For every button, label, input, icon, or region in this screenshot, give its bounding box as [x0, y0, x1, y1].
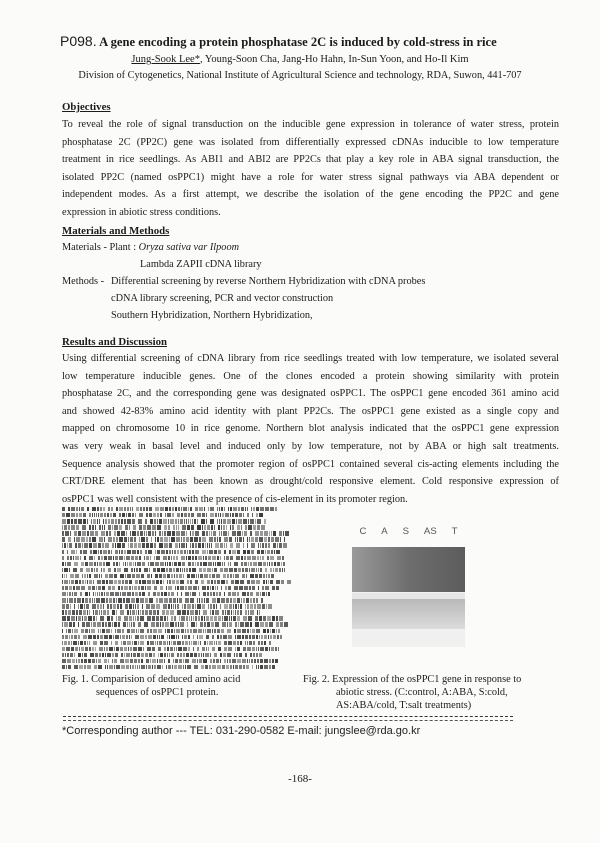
other-authors: , Young-Soon Cha, Jang-Ho Hahn, In-Sun Yoon, and Ho-Il Kim	[199, 54, 469, 65]
alignment-row	[62, 641, 294, 645]
corresponding-author: *Corresponding author --- TEL: 031-290-0582 E-mail: jungslee@rda.go.kr	[62, 725, 421, 737]
alignment-row	[62, 562, 294, 566]
methods-item: cDNA library screening, PCR and vector construction	[111, 293, 334, 304]
results-paragraph	[62, 350, 559, 508]
alignment-row	[62, 665, 294, 669]
author-list	[0, 54, 600, 65]
text-line: Using differential screening of cDNA library from rice seedlings treated with low temperature, we isolated several	[62, 353, 559, 364]
abstract-code: P098.	[60, 33, 97, 49]
alignment-row	[62, 543, 294, 547]
plant-name: Oryza sativa var Ilpoom	[138, 242, 240, 253]
alignment-row	[62, 574, 294, 578]
alignment-row	[62, 616, 294, 620]
alignment-row	[62, 592, 294, 596]
alignment-row	[62, 519, 294, 523]
text-line: low temperature inducible genes. One of the clones encoded a protein showing similarity with protein	[62, 370, 559, 382]
text-line: To reveal the role of signal transduction on the inducible gene expression in tolerance of water stress, protein	[62, 119, 559, 130]
alignment-row	[62, 622, 294, 626]
page-number: -168-	[288, 773, 312, 785]
lane-label: A	[381, 526, 388, 537]
caption-line: sequences of osPPC1 protein.	[96, 687, 219, 698]
alignment-row	[62, 525, 294, 529]
results-heading: Results and Discussion	[62, 336, 168, 348]
footer-divider	[63, 720, 513, 721]
sequence-alignment-figure	[62, 507, 294, 669]
blot-lane-labels	[352, 526, 465, 537]
text-line: independent modes. As a first attempt, we describe the isolation of the gene encoding the PP2C and gene	[62, 189, 559, 201]
library-line: Lambda ZAPII cDNA library	[140, 259, 262, 270]
objectives-heading: Objectives	[62, 101, 111, 113]
text-line: and showed 42-83% amino acid identity with plant PP2Cs. The osPPC1 gene existed as a single copy and	[62, 405, 559, 417]
materials-line	[62, 239, 239, 256]
title-text: A gene encoding a protein phosphatase 2C is induced by cold-stress in rice	[99, 35, 497, 49]
text-line: expression in abiotic stress conditions.	[62, 206, 221, 218]
caption-line: abiotic stress. (C:control, A:ABA, S:cold,	[336, 687, 508, 698]
text-line: phosphatase 2C, and the corresponding gene was designated osPPC1. The osPPC1 gene encoded 361 amino acid	[62, 388, 559, 400]
methods-heading: Materials and Methods	[62, 225, 170, 237]
lane-label: T	[451, 526, 458, 537]
caption-line: Fig. 1. Comparision of deduced amino acid	[62, 674, 241, 685]
alignment-row	[62, 653, 294, 657]
alignment-row	[62, 598, 294, 602]
alignment-row	[62, 531, 294, 535]
first-author: Jung-Sook Lee*	[131, 54, 200, 65]
methods-label: Methods -	[62, 276, 105, 287]
lane-label: AS	[423, 526, 437, 537]
methods-item: Southern Hybridization, Northern Hybridization,	[111, 310, 313, 321]
text-line: phosphatase 2C (PP2C) gene was isolated from differentially expressed cDNAs inducible to low temperature	[62, 136, 559, 148]
alignment-row	[62, 629, 294, 633]
text-line: isolated PP2C (named osPPC1) might have a role for water stress signal pathways via ABA dependent or	[62, 171, 559, 183]
materials-label: Materials - Plant :	[62, 242, 139, 253]
alignment-row	[62, 604, 294, 608]
figure2-caption	[303, 673, 521, 712]
footer-divider	[63, 716, 513, 717]
caption-line: AS:ABA/cold, T:salt treatments)	[336, 700, 472, 711]
alignment-row	[62, 550, 294, 554]
objectives-paragraph	[62, 116, 559, 222]
alignment-row	[62, 568, 294, 572]
caption-line: Fig. 2. Expression of the osPPC1 gene in response to	[303, 674, 522, 685]
alignment-row	[62, 635, 294, 639]
text-line: was very weak in basal level and induced only by low temperature, not by ABA or high salt treatments.	[62, 440, 559, 452]
alignment-row	[62, 580, 294, 584]
alignment-row	[62, 513, 294, 517]
text-line: treatment in rice seedlings. As ABI1 and ABI2 are PP2Cs that play a key role in ABA signal transduction, the	[62, 154, 559, 166]
figure1-caption	[62, 673, 240, 699]
text-line: Sequence analysis showed that the promoter region of osPPC1 contained several cis-acting elements including the	[62, 458, 559, 470]
paper-title	[60, 33, 590, 50]
text-line: osPPC1 was well consistent with the presence of cis-element in its promoter region.	[62, 493, 408, 505]
alignment-row	[62, 647, 294, 651]
alignment-row	[62, 507, 294, 511]
methods-item: Differential screening by reverse Northern Hybridization with cDNA probes	[111, 276, 426, 287]
alignment-row	[62, 586, 294, 590]
lane-label: S	[402, 526, 410, 537]
affiliation: Division of Cytogenetics, National Institute of Agricultural Science and technology, RDA, Suwon, 441-707	[78, 70, 522, 81]
alignment-row	[62, 556, 294, 560]
alignment-row	[62, 537, 294, 541]
text-line: mapped on chromosome 10 in rice genome. Northern blot analysis indicated that the osPPC1 gene expression	[62, 423, 559, 435]
alignment-row	[62, 659, 294, 663]
lane-label: C	[359, 526, 367, 537]
text-line: CRT/DRE element that has been known as drought/cold responsive element. Cold responsive expression of	[62, 476, 559, 488]
alignment-row	[62, 610, 294, 614]
northern-blot-image	[352, 547, 465, 647]
